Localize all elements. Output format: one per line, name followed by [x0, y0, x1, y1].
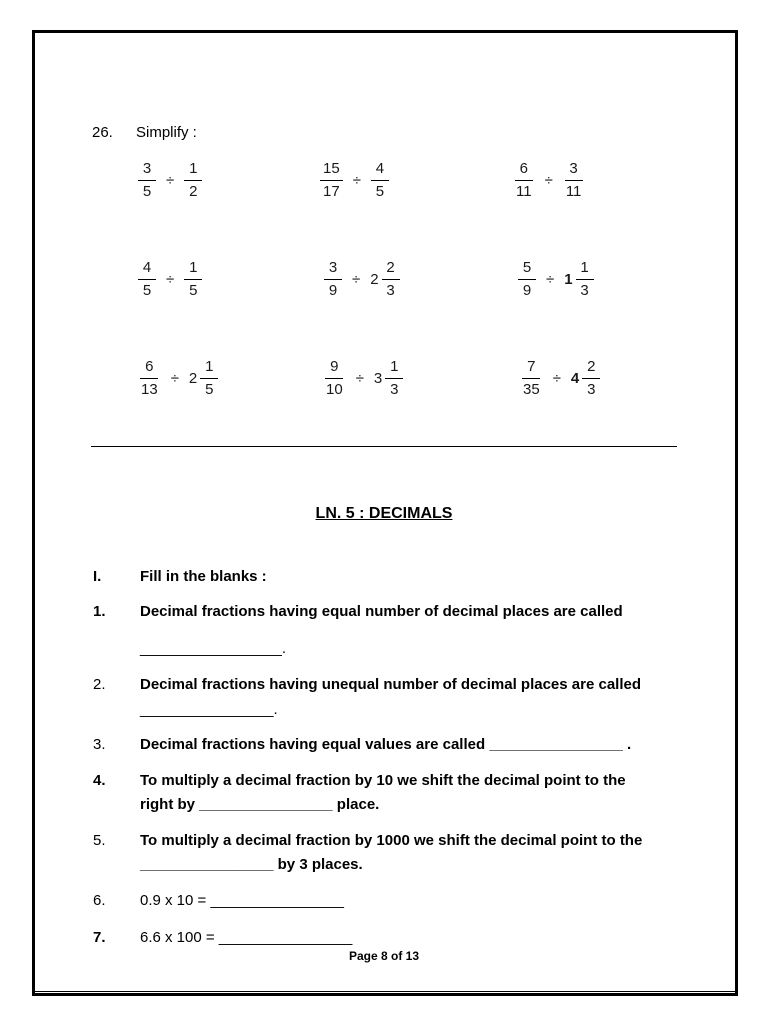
question-6-number: 6.: [93, 892, 106, 909]
whole-number: 4: [570, 370, 580, 387]
question-4-text-line2: right by ________________ place.: [140, 796, 380, 813]
divide-sign: ÷: [352, 172, 361, 189]
fraction-b: $\frac{1}{5}$: [200, 358, 218, 399]
fraction-b: $\frac{4}{5}$: [371, 160, 389, 201]
question-2-text: Decimal fractions having unequal number of decimal places are called: [140, 676, 641, 693]
fraction-a: $\frac{6}{13}$: [141, 358, 158, 398]
divide-sign: ÷: [166, 271, 175, 288]
section-title-text: LN. 5 : DECIMALS: [315, 505, 453, 522]
whole-number: 1: [564, 271, 573, 288]
problem-2: [318, 160, 391, 201]
question-2-blank: ________________.: [140, 701, 278, 718]
whole-number: 2: [188, 370, 198, 387]
question-4-number: 4.: [93, 772, 106, 789]
part-roman-number: I.: [93, 568, 102, 585]
problem-6: [516, 259, 596, 300]
question-3-number: 3.: [93, 736, 106, 753]
question-7-text: 6.6 x 100 = ________________: [140, 929, 353, 946]
question-5-text-line2: ________________ by 3 places.: [140, 856, 363, 873]
divide-sign: ÷: [166, 172, 175, 189]
fraction-a: $\frac{4}{5}$: [138, 259, 156, 300]
problem-5: [322, 259, 402, 300]
whole-number: 2: [370, 271, 379, 288]
part-heading: Fill in the blanks :: [140, 568, 267, 585]
fraction-a: $\frac{15}{17}$: [320, 160, 343, 201]
problem-3: [511, 160, 586, 201]
fraction-b: $\frac{3}{11}$: [565, 160, 582, 200]
fraction-a: $\frac{3}{9}$: [324, 259, 342, 300]
problem-9: [518, 358, 602, 399]
fraction-a: $\frac{7}{35}$: [523, 358, 540, 398]
question-26-number: 26.: [92, 124, 113, 141]
divide-sign: ÷: [544, 172, 553, 189]
question-6-text: 0.9 x 10 = ________________: [140, 892, 344, 909]
problem-8: [321, 358, 405, 399]
question-1-blank: _________________.: [140, 640, 286, 657]
question-3-text: Decimal fractions having equal values are called ________________ .: [140, 736, 632, 753]
whole-number: 3: [373, 370, 383, 387]
fraction-a: $\frac{3}{5}$: [138, 160, 156, 201]
divide-sign: ÷: [170, 370, 179, 387]
question-1-text: Decimal fractions having equal number of decimal places are called: [140, 603, 623, 620]
divide-sign: ÷: [352, 271, 361, 288]
problem-7: [136, 358, 220, 399]
fraction-b: $\frac{1}{2}$: [184, 160, 202, 201]
section-divider: [91, 446, 677, 447]
question-1-number: 1.: [93, 603, 106, 620]
fraction-a: $\frac{6}{11}$: [516, 160, 532, 200]
fraction-a: $\frac{9}{10}$: [326, 358, 343, 398]
problem-4: [136, 259, 204, 300]
question-2-number: 2.: [93, 676, 106, 693]
question-4-text: To multiply a decimal fraction by 10 we shift the decimal point to the: [140, 772, 626, 789]
page-number: Page 8 of 13: [348, 949, 420, 963]
fraction-b: $\frac{1}{3}$: [385, 358, 403, 399]
fraction-b: $\frac{1}{3}$: [576, 259, 594, 300]
divide-sign: ÷: [546, 271, 555, 288]
divide-sign: ÷: [355, 370, 364, 387]
fraction-b: $\frac{2}{3}$: [382, 259, 400, 300]
question-26-label: Simplify :: [136, 124, 197, 141]
problem-1: [136, 160, 204, 201]
question-7-number: 7.: [93, 929, 106, 946]
fraction-a: $\frac{5}{9}$: [518, 259, 536, 300]
fraction-b: $\frac{2}{3}$: [582, 358, 600, 399]
question-5-number: 5.: [93, 832, 106, 849]
question-5-text: To multiply a decimal fraction by 1000 we shift the decimal point to the: [140, 832, 643, 849]
fraction-b: $\frac{1}{5}$: [184, 259, 202, 300]
page-border-bottom-line: [32, 991, 738, 992]
divide-sign: ÷: [552, 370, 561, 387]
section-title: [0, 505, 768, 523]
